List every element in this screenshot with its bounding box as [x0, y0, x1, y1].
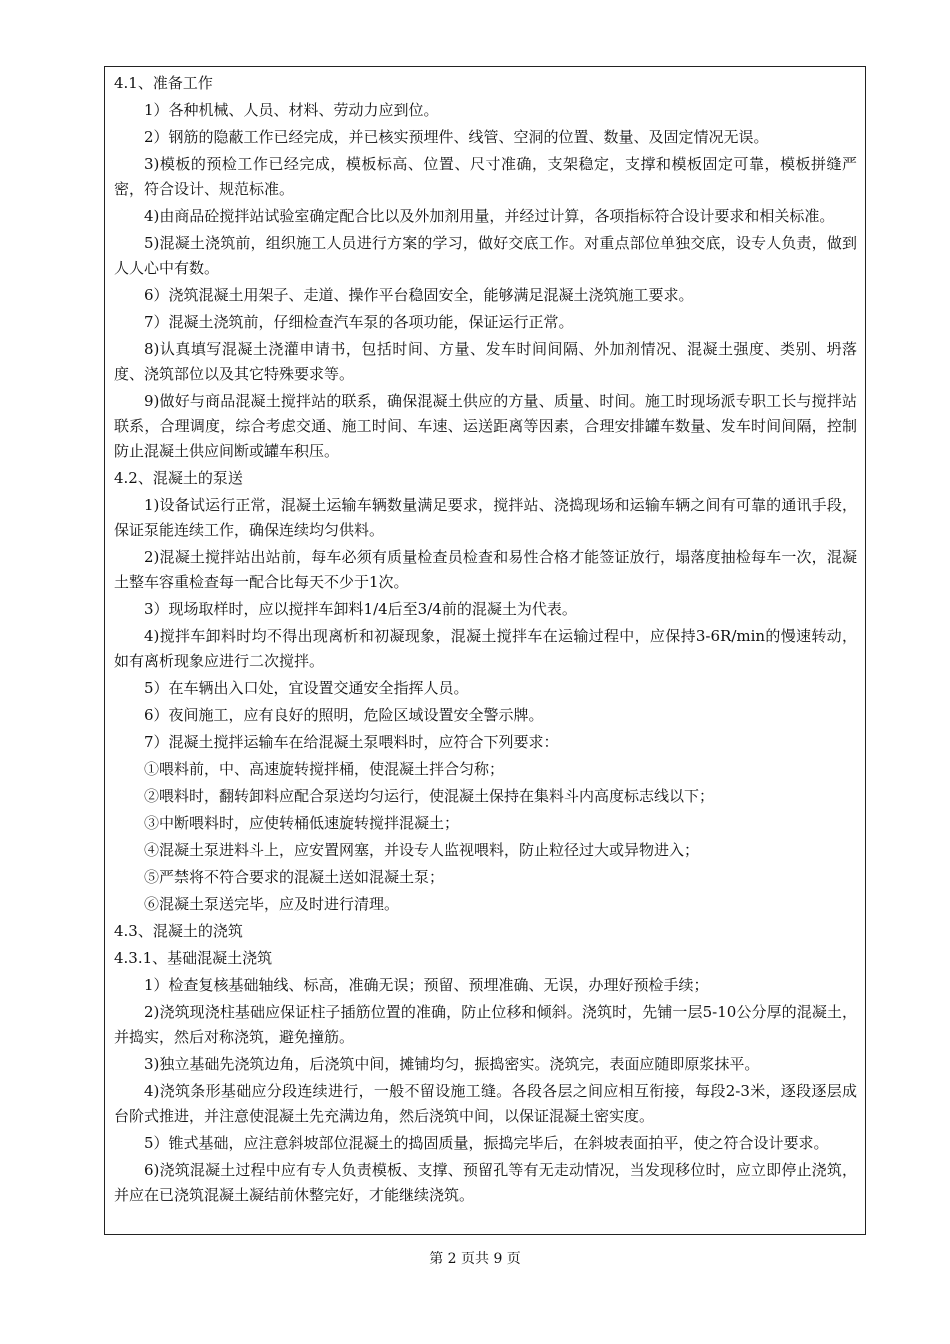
paragraph: 3）现场取样时，应以搅拌车卸料1/4后至3/4前的混凝土为代表。: [144, 600, 577, 618]
paragraph: 4)浇筑条形基础应分段连续进行，一般不留设施工缝。各段各层之间应相互衔接，每段2-3米，逐段逐层成台阶式推进，并注意使混凝土先充满边角，然后浇筑中间，以保证混凝土密实度。: [114, 1082, 857, 1125]
section-heading-4-1: 4.1、准备工作: [114, 74, 213, 92]
list-item: ②喂料时，翻转卸料应配合泵送均匀运行，使混凝土保持在集料斗内高度标志线以下；: [144, 787, 715, 805]
paragraph: 1)设备试运行正常，混凝土运输车辆数量满足要求，搅拌站、浇捣现场和运输车辆之间有可靠的通讯手段，保证泵能连续工作，确保连续均匀供料。: [114, 496, 857, 539]
paragraph: 7）混凝土搅拌运输车在给混凝土泵喂料时，应符合下列要求：: [144, 733, 559, 751]
paragraph: 9)做好与商品混凝土搅拌站的联系，确保混凝土供应的方量、质量、时间。施工时现场派专职工长与搅拌站联系，合理调度，综合考虑交通、施工时间、车速、运送距离等因素，合理安排罐车数量、发车时间间隔，控制防止混凝土供应间断或罐车积压。: [114, 392, 857, 460]
paragraph: 2）钢筋的隐蔽工作已经完成，并已核实预埋件、线管、空洞的位置、数量、及固定情况无误。: [144, 128, 769, 146]
section-heading-4-2: 4.2、混凝土的泵送: [114, 469, 243, 487]
section-heading-4-3: 4.3、混凝土的浇筑: [114, 922, 243, 940]
list-item: ③中断喂料时，应使转桶低速旋转搅拌混凝土；: [144, 814, 460, 832]
paragraph: 2)浇筑现浇柱基础应保证柱子插筋位置的准确，防止位移和倾斜。浇筑时，先铺一层5-10公分厚的混凝土，并捣实，然后对称浇筑，避免撞筋。: [114, 1003, 857, 1046]
paragraph: 5）在车辆出入口处，宜设置交通安全指挥人员。: [144, 679, 469, 697]
list-item: ①喂料前，中、高速旋转搅拌桶，使混凝土拌合匀称；: [144, 760, 505, 778]
section-heading-4-3-1: 4.3.1、基础混凝土浇筑: [114, 949, 273, 967]
paragraph: 3)模板的预检工作已经完成，模板标高、位置、尺寸准确，支架稳定，支撑和模板固定可靠，模板拼缝严密，符合设计、规范标准。: [114, 155, 857, 198]
list-item: ⑥混凝土泵送完毕，应及时进行清理。: [144, 895, 400, 913]
paragraph: 4)搅拌车卸料时均不得出现离析和初凝现象，混凝土搅拌车在运输过程中，应保持3-6R/min的慢速转动，如有离析现象应进行二次搅拌。: [114, 627, 857, 670]
paragraph: 1）各种机械、人员、材料、劳动力应到位。: [144, 101, 439, 119]
paragraph: 7）混凝土浇筑前，仔细检查汽车泵的各项功能，保证运行正常。: [144, 313, 574, 331]
paragraph: 1）检查复核基础轴线、标高，准确无误；预留、预埋准确、无误，办理好预检手续；: [144, 976, 709, 994]
paragraph: 6）浇筑混凝土用架子、走道、操作平台稳固安全，能够满足混凝土浇筑施工要求。: [144, 286, 694, 304]
paragraph: 5）锥式基础，应注意斜坡部位混凝土的捣固质量，振捣完毕后，在斜坡表面拍平，使之符合设计要求。: [144, 1134, 829, 1152]
paragraph: 4)由商品砼搅拌站试验室确定配合比以及外加剂用量，并经过计算，各项指标符合设计要求和相关标准。: [144, 207, 835, 225]
paragraph: 6）夜间施工，应有良好的照明，危险区域设置安全警示牌。: [144, 706, 544, 724]
paragraph: 2)混凝土搅拌站出站前，每车必须有质量检查员检查和易性合格才能签证放行，塌落度抽检每车一次，混凝土整车容重检查每一配合比每天不少于1次。: [114, 548, 857, 591]
paragraph: 3)独立基础先浇筑边角，后浇筑中间，摊铺均匀，振捣密实。浇筑完，表面应随即原浆抹平。: [144, 1055, 760, 1073]
paragraph: 8)认真填写混凝土浇灌申请书，包括时间、方量、发车时间间隔、外加剂情况、混凝土强度、类别、坍落度、浇筑部位以及其它特殊要求等。: [114, 340, 857, 383]
paragraph: 5)混凝土浇筑前，组织施工人员进行方案的学习，做好交底工作。对重点部位单独交底，设专人负责，做到人人心中有数。: [114, 234, 857, 277]
page-number: 第 2 页共 9 页: [429, 1251, 521, 1267]
document-body: [105, 67, 865, 1208]
paragraph: 6)浇筑混凝土过程中应有专人负责模板、支撑、预留孔等有无走动情况，当发现移位时，应立即停止浇筑，并应在已浇筑混凝土凝结前休整完好，才能继续浇筑。: [114, 1161, 857, 1204]
list-item: ④混凝土泵进料斗上，应安置网塞，并设专人监视喂料，防止粒径过大或异物进入；: [144, 841, 700, 859]
list-item: ⑤严禁将不符合要求的混凝土送如混凝土泵；: [144, 868, 445, 886]
document-frame: [104, 66, 866, 1235]
